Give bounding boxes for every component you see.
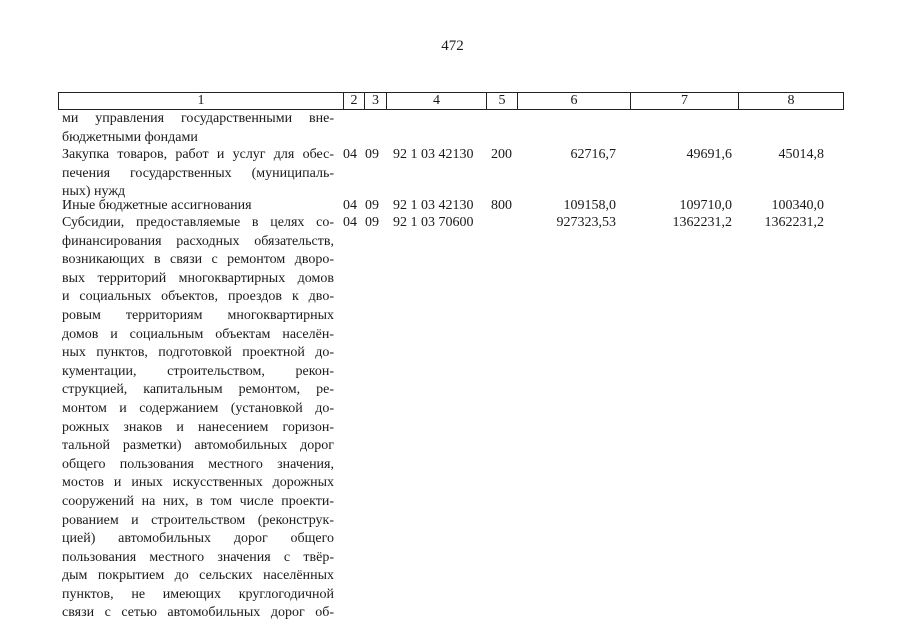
- desc-line: цией) автомобильных дорог общего: [62, 531, 334, 547]
- cell-amount-3: 100340,0: [771, 198, 824, 213]
- cell-target-article: 92 1 03 42130: [393, 147, 474, 162]
- desc-line: общего пользования местного значения,: [62, 456, 334, 472]
- desc-line: пользования местного значения с твёр-: [62, 549, 334, 565]
- desc-line: дым покрытием до сельских населённых: [62, 568, 334, 584]
- desc-line: ных) нужд: [62, 184, 126, 200]
- cell-amount-3: 45014,8: [778, 147, 824, 162]
- desc-line: связи с сетью автомобильных дорог об-: [62, 605, 334, 621]
- table-header: [58, 92, 844, 110]
- desc-line: и социальных объектов, проездов к дво-: [62, 289, 334, 305]
- table-row-desc: [62, 197, 334, 216]
- cell-expense-type: 800: [491, 198, 512, 213]
- desc-line: Закупка товаров, работ и услуг для обес-: [62, 147, 334, 162]
- header-col-5: 5: [487, 93, 518, 109]
- table-row-desc: [62, 110, 334, 147]
- cell-razdel: 04: [343, 215, 357, 230]
- cell-razdel: 04: [343, 198, 357, 213]
- desc-line: вых территорий многоквартирных домов: [62, 270, 334, 286]
- cell-target-article: 92 1 03 70600: [393, 215, 474, 230]
- cell-amount-2: 109710,0: [679, 198, 732, 213]
- cell-amount-1: 109158,0: [563, 198, 616, 213]
- desc-line: тальной разметки) автомобильных дорог: [62, 438, 334, 454]
- desc-line: финансирования расходных обязательств,: [62, 233, 334, 249]
- desc-line: Иные бюджетные ассигнования: [62, 198, 252, 213]
- cell-amount-3: 1362231,2: [764, 215, 824, 230]
- cell-target-article: 92 1 03 42130: [393, 198, 474, 213]
- desc-line: струкцией, капитальным ремонтом, ре-: [62, 382, 334, 398]
- desc-line: возникающих в связи с ремонтом дворо-: [62, 252, 334, 268]
- desc-line: рожных знаков и нанесением горизон-: [62, 419, 334, 435]
- cell-razdel: 04: [343, 147, 357, 162]
- cell-amount-1: 927323,53: [556, 215, 616, 230]
- desc-line: сооружений на них, в том числе проекти-: [62, 493, 334, 509]
- header-col-3: 3: [365, 93, 387, 109]
- desc-line: ных пунктов, подготовкой проектной до-: [62, 345, 334, 361]
- cell-podrazdel: 09: [365, 215, 379, 230]
- page-number: 472: [441, 38, 464, 54]
- desc-line: домов и социальным объектам населён-: [62, 326, 334, 342]
- desc-line: монтом и содержанием (установкой до-: [62, 400, 334, 416]
- desc-line: ми управления государственными вне-: [62, 111, 334, 126]
- cell-podrazdel: 09: [365, 147, 379, 162]
- table-row-desc: [62, 214, 334, 623]
- header-col-4: 4: [387, 93, 487, 109]
- table-row-desc: [62, 146, 334, 202]
- header-col-1: 1: [59, 93, 344, 109]
- desc-line: печения государственных (муниципаль-: [62, 165, 334, 181]
- cell-amount-2: 1362231,2: [672, 215, 732, 230]
- desc-line: пунктов, не имеющих круглогодичной: [62, 586, 334, 602]
- header-col-2: 2: [344, 93, 365, 109]
- cell-expense-type: 200: [491, 147, 512, 162]
- desc-line: рованием и строительством (реконструк-: [62, 512, 334, 528]
- desc-line: кументации, строительством, рекон-: [62, 363, 334, 379]
- cell-podrazdel: 09: [365, 198, 379, 213]
- cell-amount-1: 62716,7: [570, 147, 616, 162]
- header-col-8: 8: [787, 93, 795, 108]
- desc-line: ровым территориям многоквартирных: [62, 307, 334, 323]
- desc-line: бюджетными фондами: [62, 129, 198, 145]
- desc-line: мостов и иных искусственных дорожных: [62, 475, 334, 491]
- desc-line: Субсидии, предоставляемые в целях со-: [62, 215, 334, 230]
- cell-amount-2: 49691,6: [686, 147, 732, 162]
- header-col-6: 6: [518, 93, 631, 109]
- header-col-7: 7: [631, 93, 739, 109]
